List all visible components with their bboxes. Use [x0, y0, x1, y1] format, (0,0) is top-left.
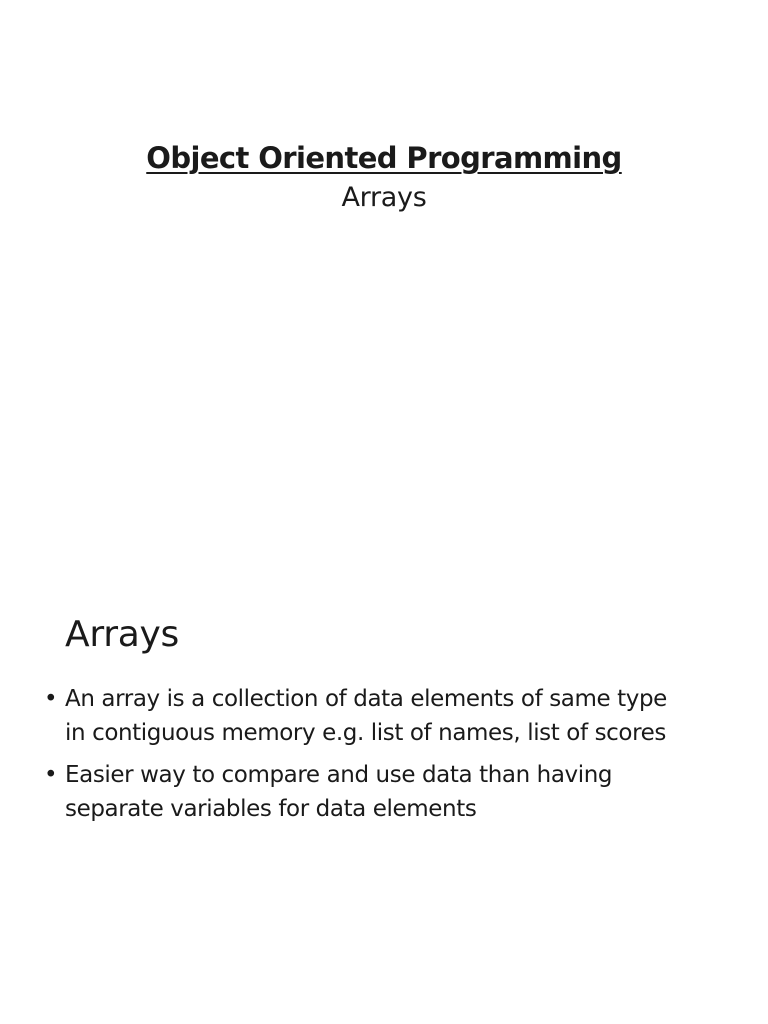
- bullet-text-line: in contiguous memory e.g. list of names, list of scores: [65, 720, 666, 746]
- slide-title: Object Oriented Programming: [146, 141, 622, 175]
- bullet-item: [44, 758, 744, 826]
- bullet-text-line: Easier way to compare and use data than having: [65, 762, 613, 788]
- content-slide: [0, 512, 768, 1024]
- title-block: [0, 138, 768, 218]
- bullet-text-line: An array is a collection of data elements of same type: [65, 686, 667, 712]
- bullet-icon: •: [44, 762, 58, 788]
- slide-subtitle: Arrays: [341, 182, 427, 213]
- section-heading: Arrays: [65, 614, 179, 655]
- bullet-icon: •: [44, 686, 58, 712]
- bullet-item: [44, 682, 744, 750]
- bullet-text-line: separate variables for data elements: [65, 796, 477, 822]
- bullet-list: [44, 682, 744, 834]
